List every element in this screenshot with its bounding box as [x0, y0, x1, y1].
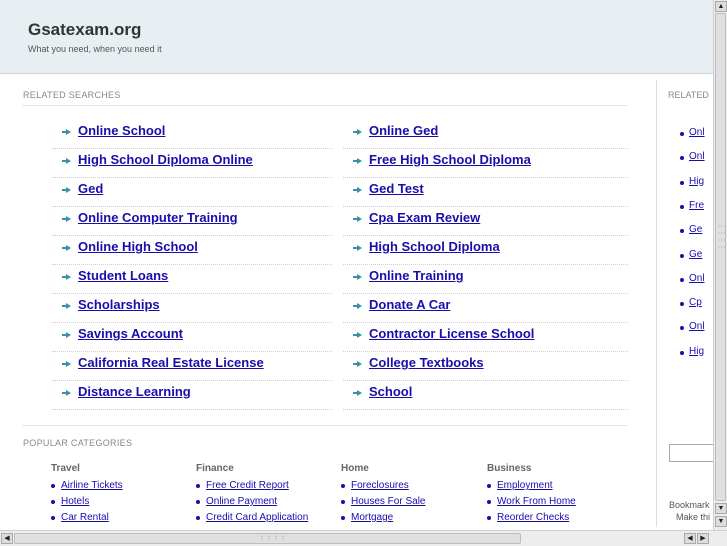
related-search-link[interactable]: Scholarships	[78, 297, 160, 312]
bookmark-text[interactable]: Bookmark	[669, 500, 710, 510]
arrow-right-icon	[357, 361, 362, 367]
bullet-icon	[680, 132, 684, 136]
search-link-row	[52, 381, 332, 410]
arrow-right-icon	[66, 274, 71, 280]
related-search-link[interactable]: Free High School Diploma	[369, 152, 531, 167]
bullet-icon	[196, 484, 200, 488]
category-heading: Business	[487, 463, 532, 474]
sidebar-link[interactable]: Onl	[689, 127, 705, 138]
bullet-icon	[487, 516, 491, 520]
scroll-left-icon[interactable]: ◀	[1, 533, 13, 544]
category-heading: Travel	[51, 463, 80, 474]
arrow-right-icon	[357, 187, 362, 193]
bullet-icon	[51, 500, 55, 504]
bullet-icon	[680, 254, 684, 258]
search-input[interactable]	[669, 444, 714, 462]
category-link[interactable]: Hotels	[61, 496, 90, 507]
grip-icon: ⋮⋮⋮⋮	[717, 222, 726, 250]
related-search-link[interactable]: Online Ged	[369, 123, 439, 138]
make-homepage-text[interactable]: Make thi	[676, 512, 711, 522]
divider	[22, 425, 628, 426]
right-sidebar	[656, 80, 714, 527]
category-link[interactable]: Online Payment	[206, 496, 278, 507]
scroll-right-icon[interactable]: ▶	[697, 533, 709, 544]
site-header	[0, 0, 713, 74]
search-link-row	[52, 352, 332, 381]
search-link-row	[52, 120, 332, 149]
scroll-up-icon[interactable]: ▲	[715, 1, 727, 12]
search-link-row	[343, 178, 628, 207]
bullet-icon	[51, 516, 55, 520]
scroll-down-icon[interactable]: ▼	[715, 503, 727, 514]
arrow-right-icon	[66, 332, 71, 338]
bullet-icon	[196, 500, 200, 504]
sidebar-link[interactable]: Ge	[689, 248, 703, 260]
arrow-right-icon	[357, 245, 362, 251]
related-search-link[interactable]: Student Loans	[78, 268, 169, 283]
related-search-link[interactable]: Online High School	[78, 239, 198, 254]
category-link[interactable]: Airline Tickets	[61, 480, 123, 491]
bullet-icon	[680, 302, 684, 306]
search-link-row	[343, 265, 628, 294]
related-search-link[interactable]: Ged	[78, 181, 104, 196]
arrow-right-icon	[357, 274, 362, 280]
vertical-scrollbar[interactable]	[713, 0, 727, 530]
vertical-scroll-thumb[interactable]	[715, 13, 726, 501]
search-link-row	[343, 120, 628, 149]
divider	[22, 105, 628, 106]
related-search-link[interactable]: Online School	[78, 123, 166, 138]
related-search-link[interactable]: High School Diploma	[369, 239, 500, 254]
related-searches-label: RELATED SEARCHES	[23, 90, 121, 100]
search-link-row	[343, 149, 628, 178]
arrow-right-icon	[357, 390, 362, 396]
related-search-link[interactable]: Savings Account	[78, 326, 183, 341]
arrow-right-icon	[66, 158, 71, 164]
popular-categories-label: POPULAR CATEGORIES	[23, 438, 133, 448]
related-search-link[interactable]: College Textbooks	[369, 355, 484, 370]
search-link-row	[343, 294, 628, 323]
category-link[interactable]: Reorder Checks	[497, 512, 570, 523]
arrow-right-icon	[66, 390, 71, 396]
scroll-left-icon[interactable]: ◀	[684, 533, 696, 544]
search-link-row	[343, 352, 628, 381]
site-title[interactable]: Gsatexam.org	[28, 20, 142, 39]
search-link-row	[52, 207, 332, 236]
search-link-row	[343, 236, 628, 265]
search-link-row	[343, 207, 628, 236]
related-search-link[interactable]: Distance Learning	[78, 384, 191, 399]
sidebar-link[interactable]: Onl	[689, 272, 705, 284]
sidebar-link[interactable]: Onl	[689, 151, 705, 163]
sidebar-related-label: RELATED	[668, 90, 709, 100]
search-link-row	[52, 236, 332, 265]
related-search-link[interactable]: Cpa Exam Review	[369, 210, 481, 225]
horizontal-scrollbar[interactable]	[0, 530, 727, 546]
bullet-icon	[680, 229, 684, 233]
bullet-icon	[487, 484, 491, 488]
related-search-link[interactable]: High School Diploma Online	[78, 152, 253, 167]
category-link[interactable]: Mortgage	[351, 512, 394, 523]
sidebar-link[interactable]: Cp	[689, 297, 702, 309]
category-link[interactable]: Car Rental	[61, 512, 109, 523]
search-link-row	[52, 178, 332, 207]
search-link-row	[343, 381, 628, 410]
search-link-row	[343, 323, 628, 352]
arrow-right-icon	[357, 158, 362, 164]
search-link-row	[52, 265, 332, 294]
bullet-icon	[51, 484, 55, 488]
arrow-right-icon	[66, 361, 71, 367]
arrow-right-icon	[357, 129, 362, 135]
arrow-right-icon	[357, 216, 362, 222]
category-heading: Finance	[196, 463, 234, 474]
arrow-right-icon	[357, 303, 362, 309]
bullet-icon	[680, 156, 684, 160]
search-link-row	[52, 294, 332, 323]
scroll-down-icon[interactable]: ▼	[715, 516, 727, 527]
related-search-link[interactable]: California Real Estate License	[78, 355, 264, 370]
bullet-icon	[680, 278, 684, 282]
sidebar-link[interactable]: Hig	[689, 175, 705, 187]
arrow-right-icon	[357, 332, 362, 338]
arrow-right-icon	[66, 245, 71, 251]
bullet-icon	[487, 500, 491, 504]
related-search-link[interactable]: Contractor License School	[369, 326, 535, 341]
bullet-icon	[341, 500, 345, 504]
grip-icon: ⋮⋮⋮⋮	[258, 532, 286, 541]
arrow-right-icon	[66, 129, 71, 135]
bullet-icon	[341, 516, 345, 520]
related-search-link[interactable]: Online Training	[369, 268, 464, 283]
bullet-icon	[680, 351, 684, 355]
category-link[interactable]: Foreclosures	[351, 480, 409, 491]
bullet-icon	[341, 484, 345, 488]
arrow-right-icon	[66, 187, 71, 193]
related-search-link[interactable]: Online Computer Training	[78, 210, 238, 225]
site-tagline: What you need, when you need it	[28, 44, 162, 54]
bullet-icon	[196, 516, 200, 520]
category-link[interactable]: Employment	[497, 480, 553, 491]
sidebar-link[interactable]: Hig	[689, 345, 705, 357]
category-heading: Home	[341, 463, 369, 474]
related-search-link[interactable]: School	[369, 384, 413, 399]
search-link-row	[52, 323, 332, 352]
category-link[interactable]: Credit Card Application	[206, 512, 309, 523]
search-link-row	[52, 149, 332, 178]
category-link[interactable]: Houses For Sale	[351, 496, 426, 507]
related-search-link[interactable]: Ged Test	[369, 181, 424, 196]
related-search-link[interactable]: Donate A Car	[369, 297, 451, 312]
bullet-icon	[680, 181, 684, 185]
category-link[interactable]: Work From Home	[497, 496, 576, 507]
sidebar-link[interactable]: Onl	[689, 321, 705, 333]
arrow-right-icon	[66, 216, 71, 222]
bullet-icon	[680, 326, 684, 330]
bullet-icon	[680, 205, 684, 209]
arrow-right-icon	[66, 303, 71, 309]
category-link[interactable]: Free Credit Report	[206, 480, 289, 491]
sidebar-link[interactable]: Fre	[689, 199, 704, 211]
sidebar-link[interactable]: Ge	[689, 224, 703, 236]
